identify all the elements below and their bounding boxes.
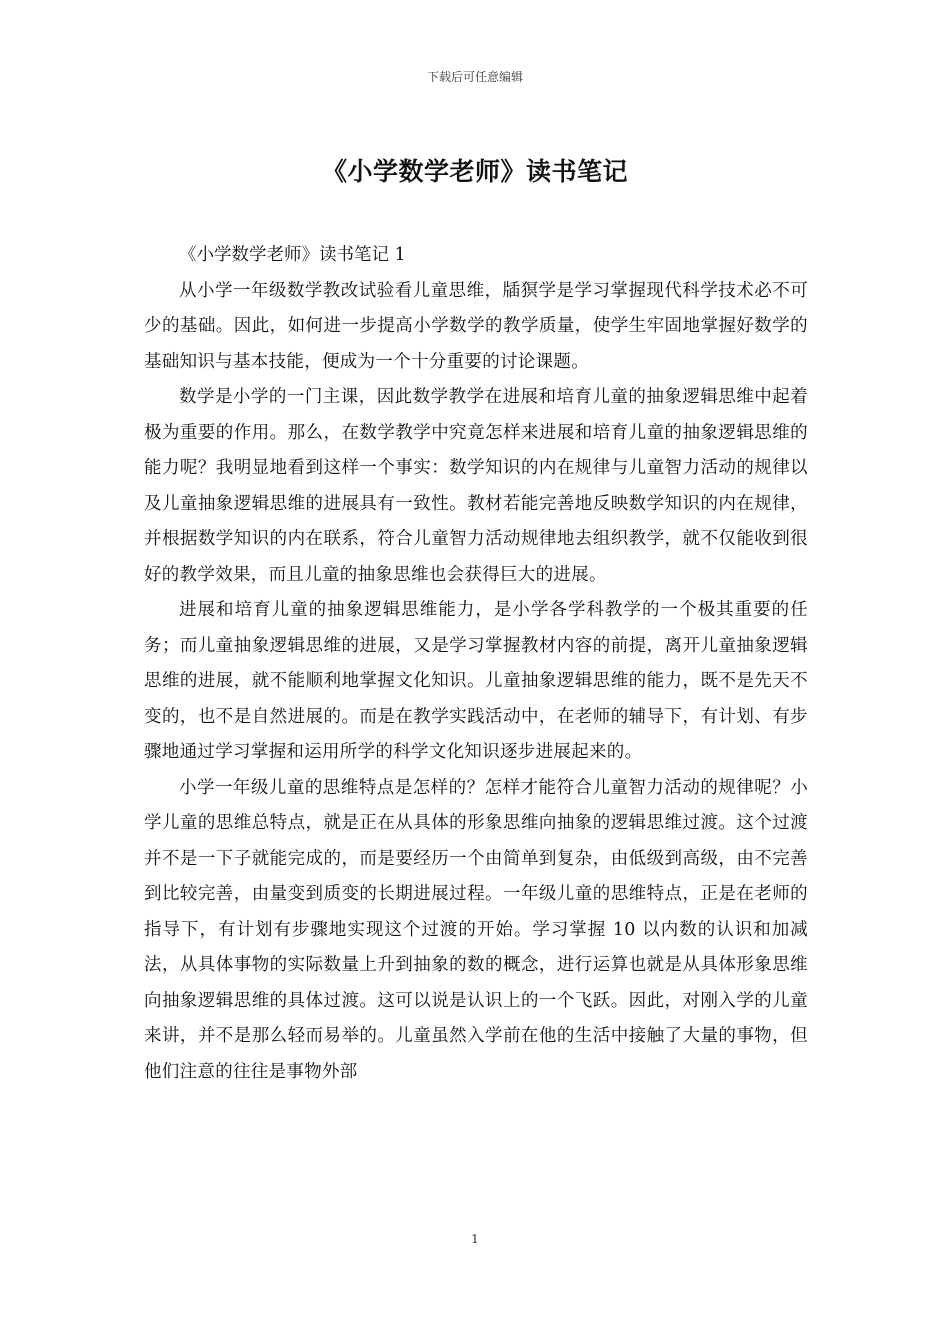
document-body: [144, 238, 808, 1090]
header-note: 下载后可任意编辑: [426, 70, 523, 84]
paragraph: 进展和培育儿童的抽象逻辑思维能力，是小学各学科教学的一个极其重要的任务；而儿童抽象逻辑思维的进展，又是学习掌握教材内容的前提，离开儿童抽象逻辑思维的进展，就不能顺利地掌握文化知识。儿童抽象逻辑思维的能力，既不是先天不变的，也不是自然进展的。而是在教学实践活动中，在老师的辅导下，有计划、有步骤地通过学习掌握和运用所学的科学文化知识逐步进展起来的。: [144, 600, 808, 762]
paragraph: 数学是小学的一门主课，因此数学教学在进展和培育儿童的抽象逻辑思维中起着极为重要的作用。那么，在数学教学中究竟怎样来进展和培育儿童的抽象逻辑思维的能力呢？我明显地看到这样一个事实：数学知识的内在规律与儿童智力活动的规律以及儿童抽象逻辑思维的进展具有一致性。教材若能完善地反映数学知识的内在规律，并根据数学知识的内在联系，符合儿童智力活动规律地去组织教学，就不仅能收到很好的教学效果，而且儿童的抽象思维也会获得巨大的进展。: [144, 387, 808, 585]
section-subtitle: 《小学数学老师》读书笔记 1: [179, 245, 406, 265]
page-number: 1: [471, 1232, 479, 1246]
paragraph: 从小学一年级数学教改试验看儿童思维，牐猽学是学习掌握现代科学技术必不可少的基础。因此，如何进一步提高小学数学的教学质量，使学生牢固地掌握好数学的基础知识与基本技能，便成为一个十分重要的讨论课题。: [144, 280, 808, 372]
paragraph: 小学一年级儿童的思维特点是怎样的？怎样才能符合儿童智力活动的规律呢？小学儿童的思维总特点，就是正在从具体的形象思维向抽象的逻辑思维过渡。这个过渡并不是一下子就能完成的，而是要经历一个由简单到复杂，由低级到高级，由不完善到比较完善，由量变到质变的长期进展过程。一年级儿童的思维特点，正是在老师的指导下，有计划有步骤地实现这个过渡的开始。学习掌握 10 以内数的认识和加减法，从具体事物的实际数量上升到抽象的数的概念，进行运算也就是从具体形象思维向抽象逻辑思维的具体过渡。这可以说是认识上的一个飞跃。因此，对刚入学的儿童来讲，并不是那么轻而易举的。儿童虽然入学前在他的生活中接触了大量的事物，但他们注意的往往是事物外部: [144, 777, 808, 1082]
document-title: 《小学数学老师》读书笔记: [321, 157, 628, 186]
